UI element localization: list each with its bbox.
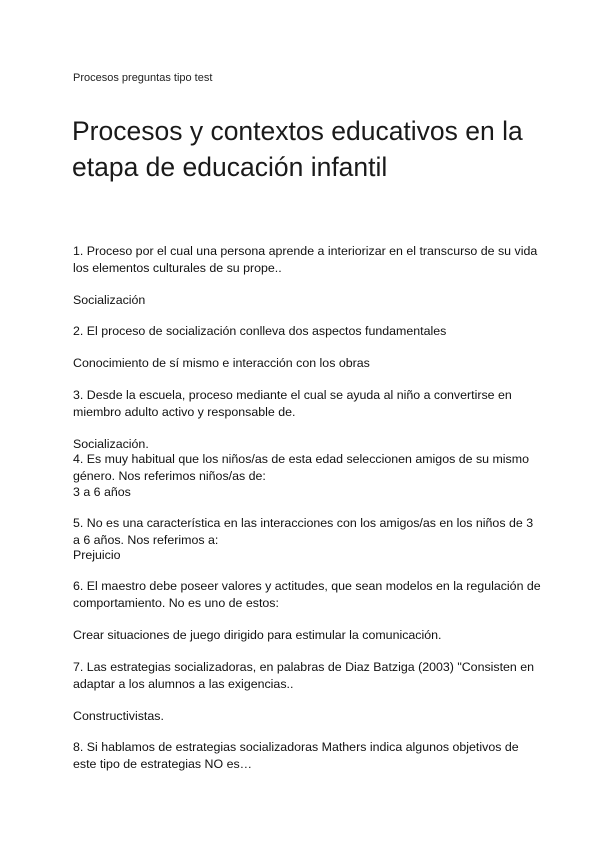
question-1: 1. Proceso por el cual una persona aprende a interiorizar en el transcurso de su vida los elementos culturales de su prope.. xyxy=(73,244,538,275)
answer-4: 3 a 6 años xyxy=(73,485,131,499)
answer-3: Socialización. xyxy=(73,437,149,451)
answer-6: Crear situaciones de juego dirigido para estimular la comunicación. xyxy=(73,628,442,642)
answer-5: Prejuicio xyxy=(73,548,121,562)
answer-2: Conocimiento de sí mismo e interacción con los obras xyxy=(73,356,370,370)
answer-1: Socialización xyxy=(73,293,146,307)
question-6: 6. El maestro debe poseer valores y actitudes, que sean modelos en la regulación de comportamiento. No es uno de estos: xyxy=(73,579,541,610)
answer-7: Constructivistas. xyxy=(73,709,164,723)
question-2: 2. El proceso de socialización conlleva dos aspectos fundamentales xyxy=(73,324,447,338)
question-7: 7. Las estrategias socializadoras, en palabras de Diaz Batziga (2003) "Consisten en adaptar a los alumnos a las exigencias.. xyxy=(73,660,535,691)
question-5: 5. No es una característica en las interacciones con los amigos/as en los niños de 3 a 6 años. Nos referimos a: xyxy=(73,516,534,547)
question-4: 4. Es muy habitual que los niños/as de esta edad seleccionen amigos de su mismo género. Nos referimos niños/as de: xyxy=(73,452,529,483)
page-header: Procesos preguntas tipo test xyxy=(73,72,213,84)
question-8: 8. Si hablamos de estrategias socializadoras Mathers indica algunos objetivos de este tipo de estrategias NO es… xyxy=(73,740,519,771)
page-title: Procesos y contextos educativos en la etapa de educación infantil xyxy=(72,116,523,182)
question-3: 3. Desde la escuela, proceso mediante el cual se ayuda al niño a convertirse en miembro adulto activo y responsable de. xyxy=(73,388,512,419)
